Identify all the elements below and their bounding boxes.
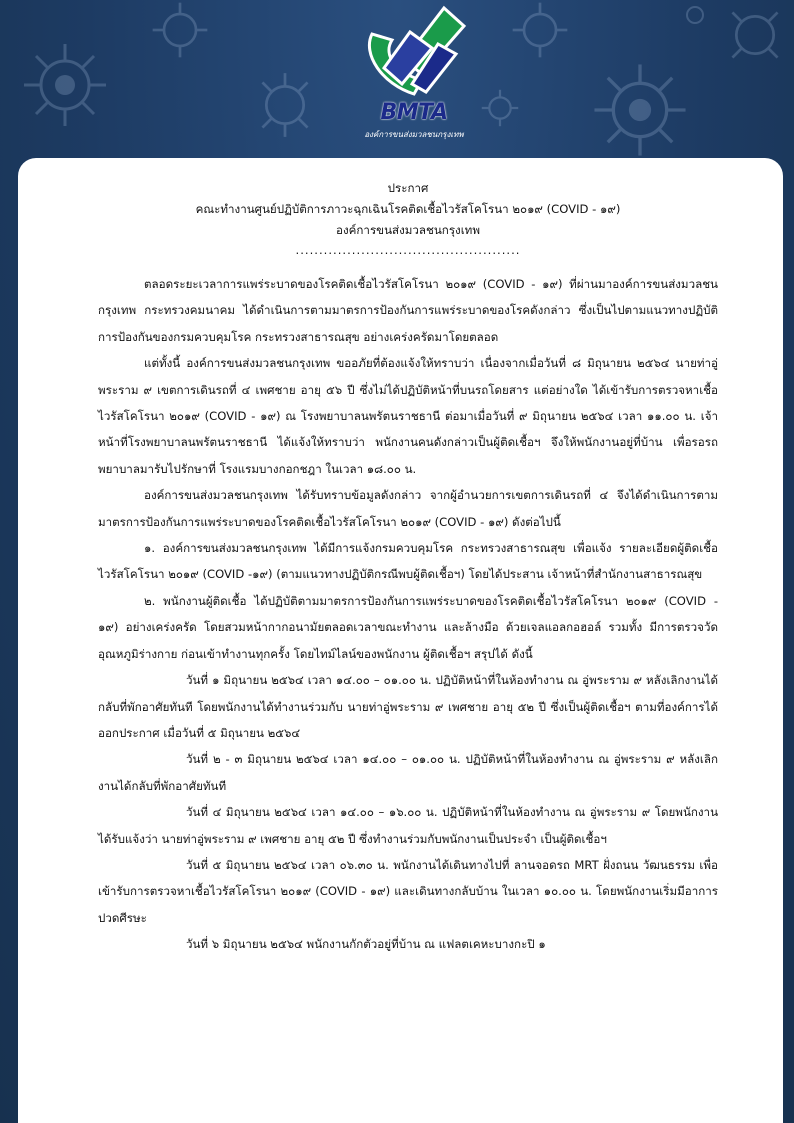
logo-subtitle: องค์การขนส่งมวลชนกรุงเทพ (364, 130, 464, 139)
virus-icon (680, 0, 710, 30)
bmta-logo (352, 4, 476, 144)
timeline-day-2-3: วันที่ ๒ - ๓ มิถุนายน ๒๕๖๔ เวลา ๑๔.๐๐ – ๐๑.๐๐ น. ปฏิบัติหน้าที่ในห้องทำงาน ณ อู่พระราม ๙ หลังเลิกงานได้กลับที่พักอาศัยทันที (98, 752, 718, 793)
virus-icon (720, 0, 790, 70)
paragraph-item-2: ๒. พนักงานผู้ติดเชื้อ ได้ปฏิบัติตามมาตรการป้องกันการแพร่ระบาดของโรคติดเชื้อไวรัสโคโรนา ๒๐๑๙ (COVID - ๑๙) อย่างเคร่งครัด โดยสวมหน้ากากอนามัยตลอดเวลาขณะทำงาน และล้างมือ ด้วยเจลแอลกอฮอล์ รวมทั้ง มีการตรวจวัดอุณหภูมิร่างกาย ก่อนเข้าทำงานทุกครั้ง โดยไทม์ไลน์ของพนักงาน ผู้ติดเชื้อฯ สรุปได้ ดังนี้ (98, 593, 718, 661)
paragraph-incident: แต่ทั้งนี้ องค์การขนส่งมวลชนกรุงเทพ ขออภัยที่ต้องแจ้งให้ทราบว่า เนื่องจากเมื่อวันที่ ๘ มิถุนายน ๒๕๖๔ นายท่าอู่พระราม ๙ เขตการเดินรถที่ ๔ เพศชาย อายุ ๕๖ ปี ซึ่งไม่ได้ปฏิบัติหน้าที่บนรถโดยสาร แต่อย่างใด ได้เข้ารับการตรวจหาเชื้อไวรัสโคโรนา ๒๐๑๙ (COVID - ๑๙) ณ โรงพยาบาลนพรัตนราชธานี ต่อมาเมื่อวันที่ ๙ มิถุนายน ๒๕๖๔ เวลา ๑๑.๐๐ น. เจ้าหน้าที่โรงพยาบาลนพรัตนราชธานี ได้แจ้งให้ทราบว่า พนักงานคนดังกล่าวเป็นผู้ติดเชื้อฯ จึงให้พนักงานอยู่ที่บ้าน เพื่อรอรถพยาบาลมารับไปรักษาที่ โรงแรมบางกอกชฎา ในเวลา ๑๘.๐๐ น. (98, 356, 718, 476)
virus-icon (20, 40, 110, 130)
announcement-card (18, 158, 783, 1123)
bmta-logo-mark (352, 4, 476, 104)
timeline-day-4: วันที่ ๔ มิถุนายน ๒๕๖๔ เวลา ๑๔.๐๐ – ๑๖.๐๐ น. ปฏิบัติหน้าที่ในห้องทำงาน ณ อู่พระราม ๙ โดยพนักงานได้รับแจ้งว่า นายท่าอู่พระราม ๙ เพศชาย อายุ ๕๒ ปี ซึ่งทำงานร่วมกับพนักงานเป็นประจำ เป็นผู้ติดเชื้อฯ (98, 805, 718, 846)
paragraph-item-1: ๑. องค์การขนส่งมวลชนกรุงเทพ ได้มีการแจ้งกรมควบคุมโรค กระทรวงสาธารณสุข เพื่อแจ้ง รายละเอียดผู้ติดเชื้อไวรัสโคโรนา ๒๐๑๙ (COVID -๑๙) (ตามแนวทางปฏิบัติกรณีพบผู้ติดเชื้อฯ) โดยได้ประสาน เจ้าหน้าที่สำนักงานสาธารณสุข (98, 541, 718, 582)
paragraph-intro: ตลอดระยะเวลาการแพร่ระบาดของโรคติดเชื้อไวรัสโคโรนา ๒๐๑๙ (COVID - ๑๙) ที่ผ่านมาองค์การขนส่งมวลชนกรุงเทพ กระทรวงคมนาคม ได้ดำเนินการตามมาตรการป้องกันการแพร่ระบาดของโรคดังกล่าว ซึ่งเป็นไปตามแนวทางปฏิบัติการป้องกันของกรมควบคุมโรค กระทรวงสาธารณสุข อย่างเคร่งครัดมาโดยตลอด (98, 277, 718, 344)
announcement-document (98, 178, 718, 958)
virus-icon (590, 60, 690, 160)
divider: ................................................ (295, 243, 521, 257)
virus-icon (150, 0, 210, 60)
logo-name: BMTA (380, 100, 448, 125)
timeline-day-5: วันที่ ๕ มิถุนายน ๒๕๖๔ เวลา ๐๖.๓๐ น. พนักงานได้เดินทางไปที่ ลานจอดรถ MRT ฝั่งถนน วัฒนธรรม เพื่อเข้ารับการตรวจหาเชื้อไวรัสโคโรนา ๒๐๑๙ (COVID - ๑๙) และเดินทางกลับบ้าน ในเวลา ๑๐.๐๐ น. โดยพนักงานเริ่มมีอาการปวดศีรษะ (98, 857, 719, 925)
virus-icon (250, 70, 320, 140)
timeline-day-6: วันที่ ๖ มิถุนายน ๒๕๖๔ พนักงานกักตัวอยู่ที่บ้าน ณ แฟลตเคหะบางกะปิ ๑ (186, 937, 546, 952)
announcement-org: องค์การขนส่งมวลชนกรุงเทพ (336, 223, 480, 237)
paragraph-actions: องค์การขนส่งมวลชนกรุงเทพ ได้รับทราบข้อมูลดังกล่าว จากผู้อำนวยการเขตการเดินรถที่ ๔ จึงได้ดำเนินการตามมาตรการป้องกันการแพร่ระบาดของโรคติดเชื้อไวรัสโคโรนา ๒๐๑๙ (COVID - ๑๙) ดังต่อไปนี้ (98, 488, 718, 529)
virus-icon (510, 0, 570, 60)
announcement-subtitle: คณะทำงานศูนย์ปฏิบัติการภาวะฉุกเฉินโรคติดเชื้อไวรัสโคโรนา ๒๐๑๙ (COVID - ๑๙) (195, 202, 621, 216)
announcement-title: ประกาศ (387, 181, 429, 195)
virus-icon (480, 88, 520, 128)
timeline-day-1: วันที่ ๑ มิถุนายน ๒๕๖๔ เวลา ๑๔.๐๐ – ๐๑.๐๐ น. ปฏิบัติหน้าที่ในห้องทำงาน ณ อู่พระราม ๙ หลังเลิกงานได้กลับที่พักอาศัยทันที โดยพนักงานได้ทำงานร่วมกับ นายท่าอู่พระราม ๙ เพศชาย อายุ ๕๒ ปี ซึ่งเป็นผู้ติดเชื้อฯ ตามที่องค์การได้ออกประกาศ เมื่อวันที่ ๕ มิถุนายน ๒๕๖๔ (98, 673, 718, 740)
